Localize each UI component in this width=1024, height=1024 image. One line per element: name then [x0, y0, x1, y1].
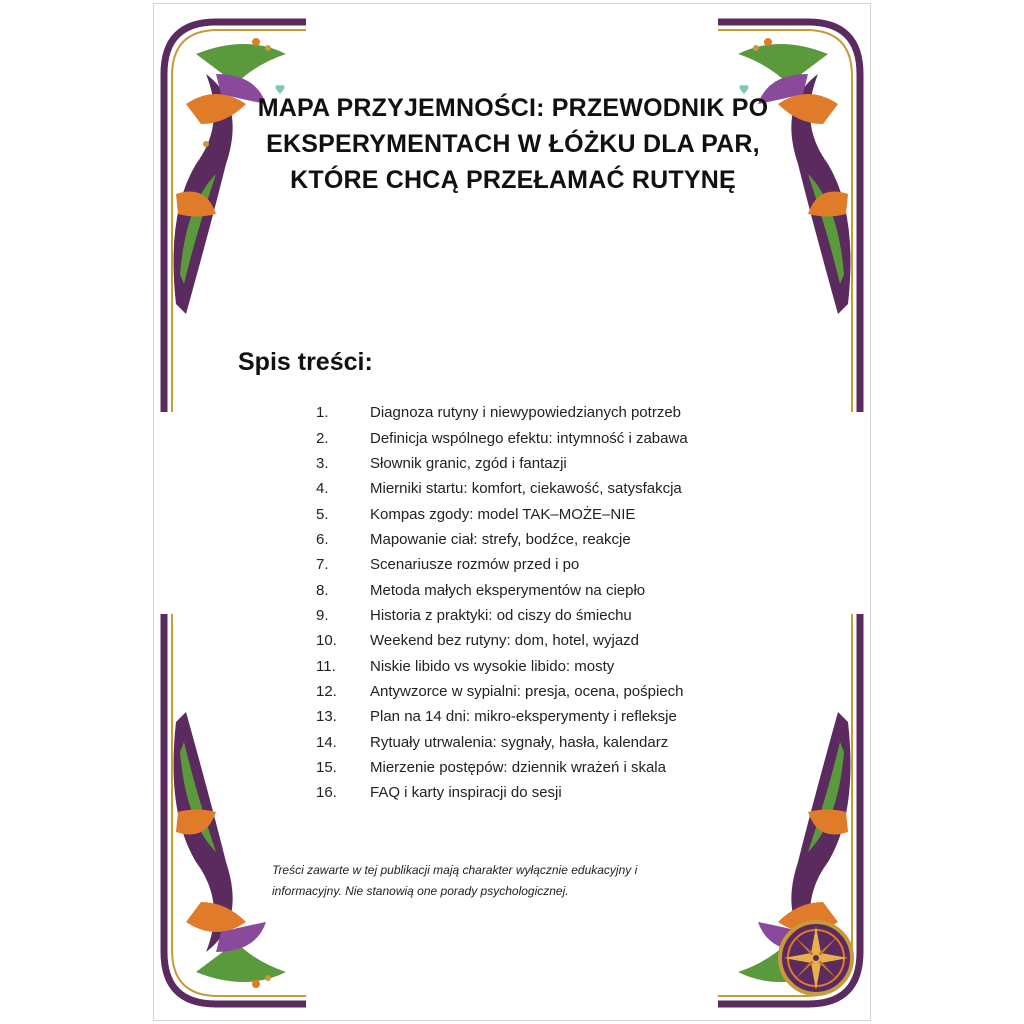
toc-item-number: 15.	[316, 758, 337, 776]
document-page	[153, 3, 871, 1021]
document-title	[224, 90, 802, 198]
toc-item	[316, 704, 766, 729]
toc-item	[316, 527, 766, 552]
toc-item-text: Weekend bez rutyny: dom, hotel, wyjazd	[370, 632, 640, 650]
toc-item-text: Mierzenie postępów: dziennik wrażeń i skala	[370, 758, 666, 776]
toc-item-number: 11.	[316, 657, 336, 675]
toc-item-number: 4.	[316, 480, 329, 498]
toc-item	[316, 628, 766, 653]
toc-item	[316, 400, 766, 425]
title-line: EKSPERYMENTACH W ŁÓŻKU DLA PAR,	[266, 130, 760, 158]
toc-item-number: 10.	[316, 632, 337, 650]
toc-item	[316, 729, 766, 754]
toc-item-text: Antywzorce w sypialni: presja, ocena, pośpiech	[370, 682, 684, 700]
toc-item-text: Niskie libido vs wysokie libido: mosty	[370, 657, 615, 675]
toc-heading: Spis treści:	[238, 348, 373, 376]
disclaimer-line: Treści zawarte w tej publikacji mają charakter wyłącznie edukacyjny i	[272, 863, 638, 877]
toc-item-text: Plan na 14 dni: mikro-eksperymenty i refleksje	[370, 708, 677, 726]
toc-item	[316, 451, 766, 476]
table-of-contents	[316, 400, 766, 806]
toc-item-number: 1.	[316, 404, 329, 422]
compass-rose-icon	[776, 918, 856, 998]
toc-item-text: Kompas zgody: model TAK–MOŻE–NIE	[370, 505, 636, 523]
toc-item-text: Mierniki startu: komfort, ciekawość, satysfakcja	[370, 480, 682, 498]
toc-item-text: FAQ i karty inspiracji do sesji	[370, 784, 562, 802]
toc-item	[316, 501, 766, 526]
title-line: KTÓRE CHCĄ PRZEŁAMAĆ RUTYNĘ	[290, 166, 736, 194]
toc-item	[316, 603, 766, 628]
toc-item-text: Metoda małych eksperymentów na ciepło	[370, 581, 646, 599]
toc-item-text: Słownik granic, zgód i fantazji	[370, 454, 567, 472]
toc-item	[316, 755, 766, 780]
toc-item	[316, 577, 766, 602]
title-line: MAPA PRZYJEMNOŚCI: PRZEWODNIK PO	[257, 94, 769, 122]
toc-item-number: 14.	[316, 733, 337, 751]
toc-item-number: 16.	[316, 784, 337, 802]
toc-item-number: 12.	[316, 682, 337, 700]
toc-item	[316, 679, 766, 704]
toc-item	[316, 653, 766, 678]
toc-item-text: Scenariusze rozmów przed i po	[370, 556, 580, 574]
toc-item	[316, 552, 766, 577]
toc-item-number: 6.	[316, 530, 329, 548]
disclaimer	[272, 860, 732, 902]
toc-item-number: 3.	[316, 454, 329, 472]
toc-item-number: 5.	[316, 505, 329, 523]
disclaimer-line: informacyjny. Nie stanowią one porady psychologicznej.	[272, 884, 569, 898]
toc-item-number: 7.	[316, 556, 329, 574]
toc-item	[316, 476, 766, 501]
toc-item-number: 2.	[316, 429, 329, 447]
toc-item	[316, 780, 766, 805]
toc-item-number: 13.	[316, 708, 337, 726]
toc-item	[316, 425, 766, 450]
corner-ornament-top-right	[708, 14, 868, 414]
toc-item-text: Rytuały utrwalenia: sygnały, hasła, kalendarz	[370, 733, 669, 751]
toc-item-number: 9.	[316, 606, 329, 624]
toc-item-number: 8.	[316, 581, 329, 599]
toc-item-text: Diagnoza rutyny i niewypowiedzianych potrzeb	[370, 404, 682, 422]
toc-item-text: Historia z praktyki: od ciszy do śmiechu	[370, 606, 632, 624]
toc-item-text: Mapowanie ciał: strefy, bodźce, reakcje	[370, 530, 631, 548]
corner-ornament-bottom-left	[156, 612, 316, 1012]
toc-item-text: Definicja wspólnego efektu: intymność i zabawa	[370, 429, 688, 447]
